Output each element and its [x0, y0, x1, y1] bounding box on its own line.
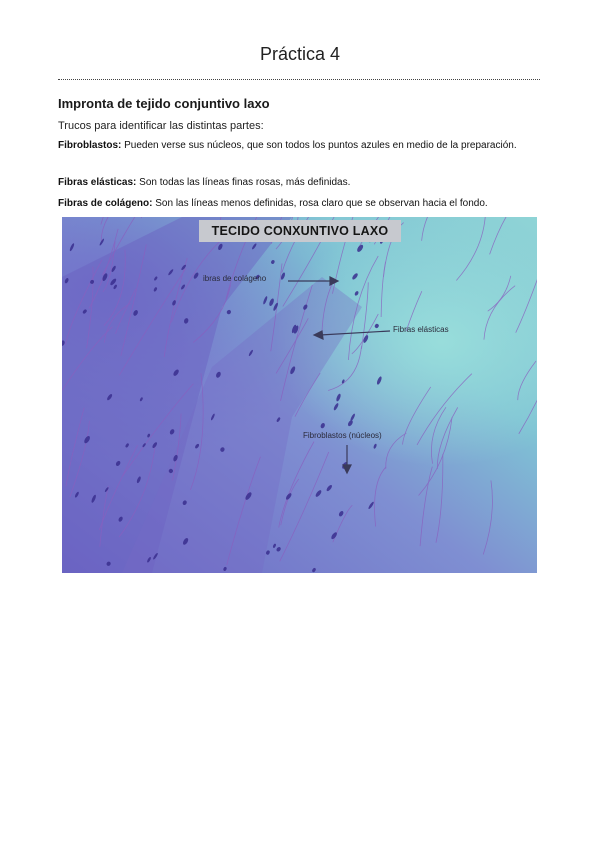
- page-title: Práctica 4: [259, 44, 341, 64]
- desc-fibras-colageno: Son las líneas menos definidas, rosa claro que se observan hacia el fondo.: [152, 198, 488, 209]
- desc-fibras-elasticas: Son todas las líneas finas rosas, más definidas.: [136, 177, 351, 188]
- label-fibras-elasticas: Fibras elásticas: [393, 325, 449, 334]
- term-fibras-elasticas: Fibras elásticas:: [58, 177, 137, 188]
- paragraph-fibras-colageno: [58, 196, 542, 211]
- figure-title: TECIDO CONXUNTIVO LAXO: [211, 224, 389, 238]
- figure-title-box: [199, 220, 401, 242]
- micrograph-figure: [62, 217, 537, 573]
- paragraph-fibras-elasticas: [58, 175, 542, 190]
- micrograph-image: [62, 217, 537, 573]
- section-heading: Impronta de tejido conjuntivo laxo: [58, 96, 270, 111]
- term-fibras-colageno: Fibras de colágeno:: [58, 198, 153, 209]
- desc-fibroblastos: Pueden verse sus núcleos, que son todos los puntos azules en medio de la preparación.: [121, 140, 517, 151]
- label-fibras-colageno: ibras de colágeno: [203, 274, 267, 283]
- term-fibroblastos: Fibroblastos:: [58, 140, 122, 151]
- intro-text: Trucos para identificar las distintas partes:: [58, 120, 264, 132]
- paragraph-fibroblastos: [58, 138, 542, 153]
- label-fibroblastos: Fibroblastos (núcleos): [303, 431, 382, 440]
- header-dotted-rule: [58, 79, 540, 80]
